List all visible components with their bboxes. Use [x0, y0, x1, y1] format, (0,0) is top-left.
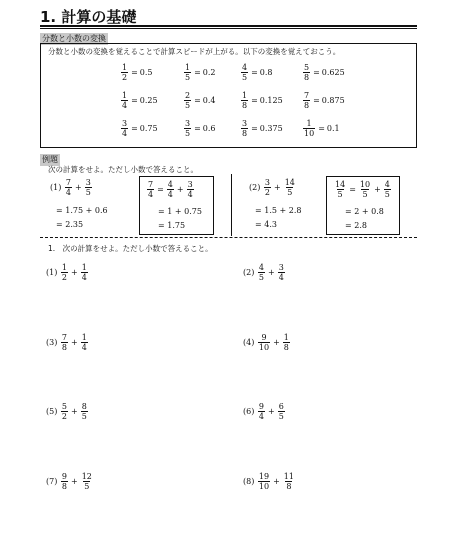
conversion-item: $\frac{1}{8}$ = 0.125 — [242, 91, 283, 110]
example-1-expression: (1) $\frac{7}{4}$ + $\frac{3}{5}$ — [50, 178, 91, 197]
decimal-value: 0.25 — [139, 96, 158, 105]
fraction: $\frac{7}{8}$ — [304, 91, 310, 110]
example-1-hint-expression: $\frac{7}{4}$ = $\frac{4}{4}$ + $\frac{3}{4}$ — [148, 180, 193, 199]
fraction: $\frac{3}{8}$ — [242, 119, 248, 138]
conversion-item: $\frac{1}{5}$ = 0.2 — [185, 63, 216, 82]
conversion-item: $\frac{2}{5}$ = 0.4 — [185, 91, 216, 110]
conversion-item: $\frac{1}{2}$ = 0.5 — [122, 63, 153, 82]
fraction: $\frac{1}{2}$ — [61, 263, 67, 282]
exercise-problem: (7) $\frac{9}{8}$ + $\frac{12}{5}$ — [46, 472, 92, 491]
example-1-hint-step2: = 1.75 — [158, 221, 186, 230]
example-2-hint-step1: = 2 + 0.8 — [345, 207, 384, 216]
fraction: $\frac{8}{5}$ — [81, 402, 87, 421]
conversion-intro: 分数と小数の変換を覚えることで計算スピードが上がる。以下の変換を覚えておこう。 — [48, 47, 341, 56]
fraction: $\frac{9}{10}$ — [258, 333, 270, 352]
title-rule — [40, 25, 417, 29]
conversion-item: $\frac{1}{4}$ = 0.25 — [122, 91, 158, 110]
fraction: $\frac{9}{4}$ — [258, 402, 264, 421]
fraction: $\frac{3}{5}$ — [185, 119, 191, 138]
example-2-step2: = 4.3 — [255, 220, 277, 229]
fraction: $\frac{14}{5}$ — [284, 178, 295, 197]
fraction: $\frac{1}{8}$ — [242, 91, 248, 110]
fraction: $\frac{19}{10}$ — [258, 472, 270, 491]
fraction: $\frac{1}{4}$ — [81, 263, 87, 282]
fraction: $\frac{1}{4}$ — [122, 91, 128, 110]
example-1-step1: = 1.75 + 0.6 — [56, 206, 108, 215]
example-2-hint-step2: = 2.8 — [345, 221, 367, 230]
exercise-problem: (2) $\frac{4}{5}$ + $\frac{3}{4}$ — [243, 263, 284, 282]
fraction: $\frac{1}{4}$ — [81, 333, 87, 352]
conversion-item: $\frac{3}{4}$ = 0.75 — [122, 119, 158, 138]
exercise-problem: (1) $\frac{1}{2}$ + $\frac{1}{4}$ — [46, 263, 87, 282]
section-tag-conversion: 分数と小数の変換 — [42, 34, 106, 43]
example-instruction: 次の計算をせよ。ただし小数で答えること。 — [48, 165, 198, 174]
decimal-value: 0.4 — [202, 96, 216, 105]
conversion-item: $\frac{5}{8}$ = 0.625 — [304, 63, 345, 82]
decimal-value: 0.625 — [321, 68, 345, 77]
page-title: 1. 計算の基礎 — [40, 8, 137, 26]
section-divider-dashed — [40, 237, 417, 238]
fraction: $\frac{7}{4}$ — [65, 178, 71, 197]
fraction: $\frac{4}{5}$ — [242, 63, 248, 82]
exercise-problem: (8) $\frac{19}{10}$ + $\frac{11}{8}$ — [243, 472, 294, 491]
problem-label: (5) — [46, 407, 58, 416]
fraction: $\frac{12}{5}$ — [81, 472, 92, 491]
conversion-item: $\frac{4}{5}$ = 0.8 — [242, 63, 273, 82]
example-divider — [231, 174, 232, 236]
decimal-value: 0.6 — [202, 124, 216, 133]
fraction: $\frac{3}{5}$ — [85, 178, 91, 197]
fraction: $\frac{3}{4}$ — [278, 263, 284, 282]
problem-label: (4) — [243, 338, 255, 347]
fraction: $\frac{9}{8}$ — [61, 472, 67, 491]
fraction: $\frac{3}{2}$ — [264, 178, 270, 197]
fraction: $\frac{1}{2}$ — [122, 63, 128, 82]
conversion-item: $\frac{1}{10}$ = 0.1 — [304, 119, 340, 138]
decimal-value: 0.2 — [202, 68, 216, 77]
example-2-step1: = 1.5 + 2.8 — [255, 206, 302, 215]
decimal-value: 0.875 — [321, 96, 345, 105]
fraction: $\frac{7}{8}$ — [61, 333, 67, 352]
problem-label: (7) — [46, 477, 58, 486]
fraction: $\frac{4}{5}$ — [258, 263, 264, 282]
exercise-problem: (3) $\frac{7}{8}$ + $\frac{1}{4}$ — [46, 333, 87, 352]
example-2-label: (2) — [249, 183, 261, 192]
conversion-item: $\frac{3}{8}$ = 0.375 — [242, 119, 283, 138]
conversion-item: $\frac{7}{8}$ = 0.875 — [304, 91, 345, 110]
problem-label: (3) — [46, 338, 58, 347]
example-tag: 例題 — [42, 155, 58, 164]
example-1-hint-step1: = 1 + 0.75 — [158, 207, 202, 216]
example-2-hint-expression: $\frac{14}{5}$ = $\frac{10}{5}$ + $\frac{4}{5}$ — [335, 180, 390, 199]
decimal-value: 0.1 — [326, 124, 340, 133]
fraction: $\frac{3}{4}$ — [122, 119, 128, 138]
decimal-value: 0.125 — [259, 96, 283, 105]
decimal-value: 0.8 — [259, 68, 273, 77]
fraction: $\frac{2}{5}$ — [185, 91, 191, 110]
problem-label: (8) — [243, 477, 255, 486]
fraction: $\frac{11}{8}$ — [283, 472, 294, 491]
conversion-box — [40, 43, 417, 148]
fraction: $\frac{1}{8}$ — [283, 333, 289, 352]
decimal-value: 0.75 — [139, 124, 158, 133]
example-2-expression: (2) $\frac{3}{2}$ + $\frac{14}{5}$ — [249, 178, 295, 197]
fraction: $\frac{5}{8}$ — [304, 63, 310, 82]
fraction: $\frac{6}{5}$ — [278, 402, 284, 421]
conversion-item: $\frac{3}{5}$ = 0.6 — [185, 119, 216, 138]
fraction: $\frac{1}{10}$ — [304, 119, 315, 138]
fraction: $\frac{1}{5}$ — [185, 63, 191, 82]
problem-label: (1) — [46, 268, 58, 277]
exercise-problem: (4) $\frac{9}{10}$ + $\frac{1}{8}$ — [243, 333, 289, 352]
decimal-value: 0.5 — [139, 68, 153, 77]
decimal-value: 0.375 — [259, 124, 283, 133]
fraction: $\frac{5}{2}$ — [61, 402, 67, 421]
example-1-label: (1) — [50, 183, 62, 192]
example-1-step2: = 2.35 — [56, 220, 84, 229]
exercise-problem: (5) $\frac{5}{2}$ + $\frac{8}{5}$ — [46, 402, 87, 421]
problem-label: (2) — [243, 268, 255, 277]
problem-label: (6) — [243, 407, 255, 416]
exercise-instruction: 1. 次の計算をせよ。ただし小数で答えること。 — [48, 244, 213, 253]
exercise-problem: (6) $\frac{9}{4}$ + $\frac{6}{5}$ — [243, 402, 284, 421]
